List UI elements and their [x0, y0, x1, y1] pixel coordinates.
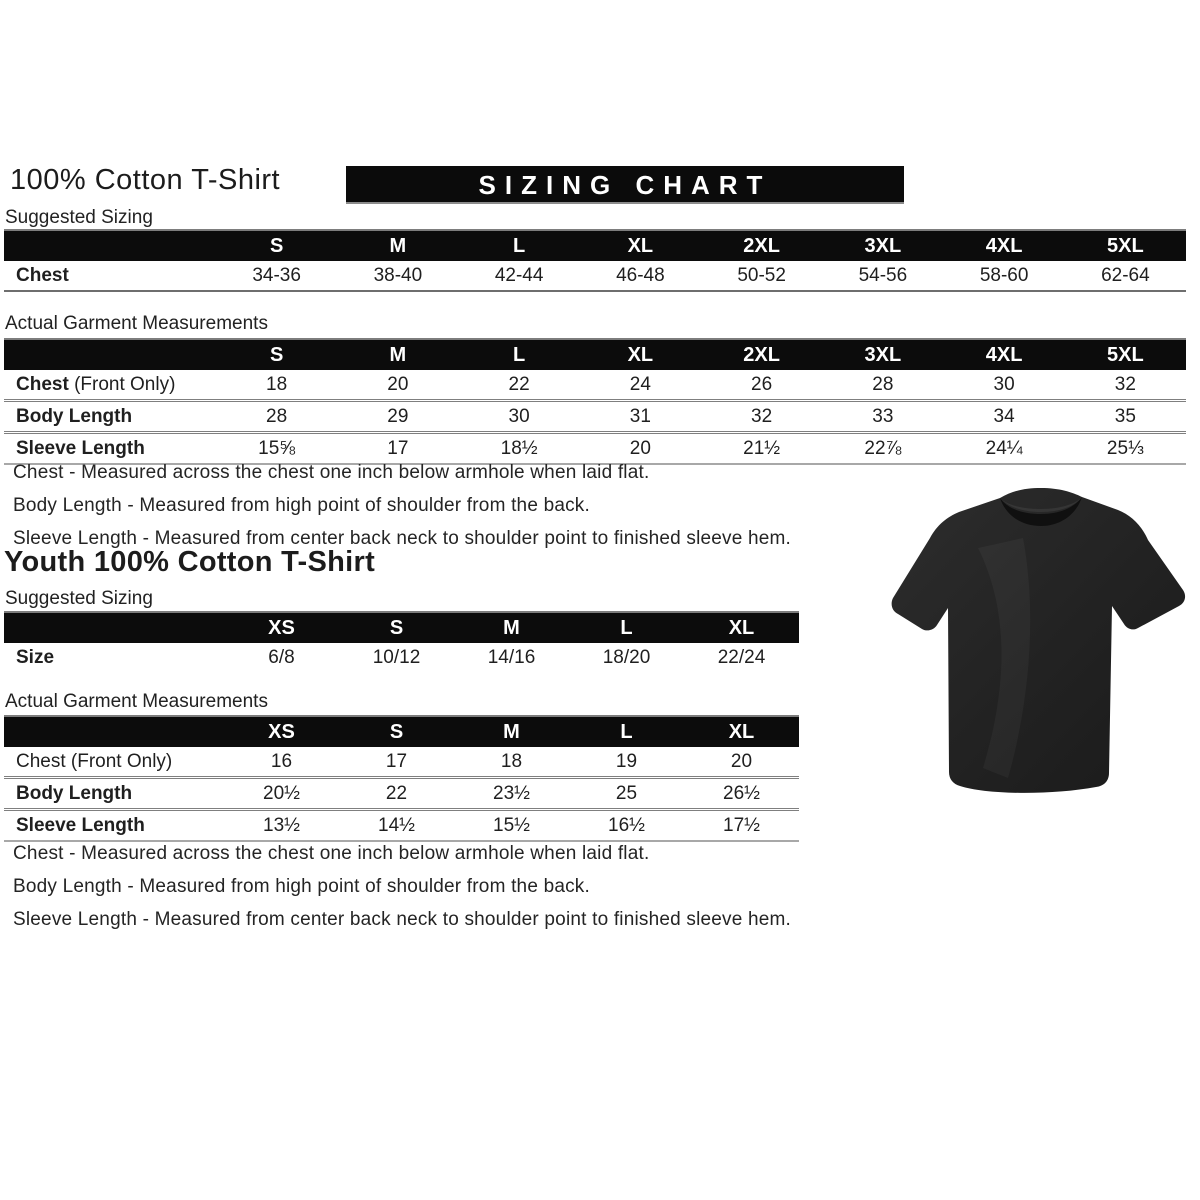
adult-note-body-length: Body Length - Measured from high point of shoulder from the back. [13, 495, 590, 516]
cell: 18 [454, 747, 569, 778]
cell: 14½ [339, 810, 454, 842]
youth-suggested-sizing-label: Suggested Sizing [5, 588, 153, 609]
cell: 31 [580, 401, 701, 433]
col-header-2xl: 2XL [701, 230, 822, 261]
adult-suggested-header-row [4, 230, 1186, 261]
col-header-xl: XL [580, 230, 701, 261]
youth-suggested-header-row [4, 612, 799, 643]
cell: 17 [339, 747, 454, 778]
col-header-4xl: 4XL [944, 230, 1065, 261]
col-header-l: L [459, 230, 580, 261]
cell: 29 [337, 401, 458, 433]
cell: 15⅝ [216, 433, 337, 465]
cell: 38-40 [337, 261, 458, 291]
cell: 23½ [454, 778, 569, 810]
cell: 58-60 [944, 261, 1065, 291]
adult-suggested-sizing-table [4, 229, 1186, 292]
tshirt-body-shape [892, 488, 1185, 793]
row-label: Size [16, 646, 55, 668]
row-label: Chest (Front Only) [16, 750, 173, 772]
cell: 24 [580, 370, 701, 401]
cell: 10/12 [372, 646, 421, 668]
col-header-3xl: 3XL [822, 339, 943, 370]
cell: 21½ [701, 433, 822, 465]
cell: 30 [944, 370, 1065, 401]
adult-chest-row [4, 370, 1186, 401]
row-label-cell [4, 778, 224, 810]
row-label: Body Length [16, 782, 133, 804]
row-label: Chest [16, 264, 69, 286]
cell: 26½ [684, 778, 799, 810]
col-header-2xl: 2XL [701, 339, 822, 370]
youth-chest-row [4, 747, 799, 778]
cell: 62-64 [1065, 261, 1186, 291]
tshirt-icon [888, 478, 1196, 802]
cell: 54-56 [822, 261, 943, 291]
cell: 20½ [224, 778, 339, 810]
youth-body-length-row [4, 778, 799, 810]
youth-suggested-sizing-table [4, 611, 799, 672]
row-label-cell [4, 401, 216, 433]
page-title: 100% Cotton T-Shirt [10, 164, 281, 196]
col-header-xs: XS [224, 612, 339, 643]
row-label: Sleeve Length [16, 437, 145, 459]
youth-title: Youth 100% Cotton T-Shirt [4, 546, 376, 578]
cell: 34-36 [216, 261, 337, 291]
col-header-l: L [459, 339, 580, 370]
empty-header-cell [4, 612, 224, 643]
adult-suggested-sizing-label: Suggested Sizing [5, 207, 153, 228]
cell: 20 [684, 747, 799, 778]
cell: 18½ [459, 433, 580, 465]
row-label-cell [4, 747, 224, 778]
cell: 18 [216, 370, 337, 401]
adult-note-sleeve-length: Sleeve Length - Measured from center back neck to shoulder point to finished sleeve hem. [13, 528, 792, 549]
col-header-5xl: 5XL [1065, 339, 1186, 370]
adult-chest-range-row [4, 261, 1186, 291]
col-header-l: L [569, 612, 684, 643]
cell: 34 [944, 401, 1065, 433]
col-header-5xl: 5XL [1065, 230, 1186, 261]
cell: 26 [701, 370, 822, 401]
empty-header-cell [4, 230, 216, 261]
cell: 22/24 [717, 646, 766, 668]
row-label-cell [4, 643, 224, 672]
col-header-m: M [454, 612, 569, 643]
adult-actual-measurements-table [4, 338, 1186, 465]
cell: 50-52 [701, 261, 822, 291]
cell: 22⅞ [822, 433, 943, 465]
youth-actual-measurements-table [4, 715, 799, 842]
youth-note-chest: Chest - Measured across the chest one inch below armhole when laid flat. [13, 843, 650, 864]
cell: 16 [224, 747, 339, 778]
row-label: Body Length [16, 405, 133, 427]
cell: 24¼ [944, 433, 1065, 465]
cell: 32 [1065, 370, 1186, 401]
cell: 18/20 [602, 646, 651, 668]
row-label: Chest [16, 373, 69, 395]
col-header-xl: XL [580, 339, 701, 370]
col-header-xl: XL [684, 612, 799, 643]
row-label-cell [4, 370, 216, 401]
cell: 25⅓ [1065, 433, 1186, 465]
col-header-xs: XS [224, 716, 339, 747]
cell: 22 [459, 370, 580, 401]
cell: 25 [569, 778, 684, 810]
col-header-xl: XL [684, 716, 799, 747]
col-header-s: S [216, 339, 337, 370]
col-header-s: S [216, 230, 337, 261]
cell: 20 [580, 433, 701, 465]
youth-note-body-length: Body Length - Measured from high point of shoulder from the back. [13, 876, 590, 897]
cell: 28 [216, 401, 337, 433]
cell: 14/16 [487, 646, 536, 668]
black-tshirt-image [888, 478, 1196, 802]
cell: 35 [1065, 401, 1186, 433]
youth-actual-header-row [4, 716, 799, 747]
row-label-cell [4, 433, 216, 465]
col-header-m: M [337, 230, 458, 261]
adult-body-length-row [4, 401, 1186, 433]
adult-actual-measurements-label: Actual Garment Measurements [5, 313, 268, 334]
col-header-m: M [454, 716, 569, 747]
empty-header-cell [4, 339, 216, 370]
cell: 6/8 [268, 646, 295, 668]
cell: 20 [337, 370, 458, 401]
cell: 32 [701, 401, 822, 433]
row-label-cell [4, 810, 224, 842]
youth-actual-measurements-label: Actual Garment Measurements [5, 691, 268, 712]
cell: 17½ [684, 810, 799, 842]
empty-header-cell [4, 716, 224, 747]
cell: 30 [459, 401, 580, 433]
col-header-l: L [569, 716, 684, 747]
cell: 15½ [454, 810, 569, 842]
cell: 13½ [224, 810, 339, 842]
cell: 42-44 [459, 261, 580, 291]
adult-note-chest: Chest - Measured across the chest one inch below armhole when laid flat. [13, 462, 650, 483]
cell: 16½ [569, 810, 684, 842]
row-label-suffix: (Front Only) [68, 373, 176, 395]
cell: 28 [822, 370, 943, 401]
col-header-s: S [339, 612, 454, 643]
youth-size-row [4, 643, 799, 672]
youth-sleeve-length-row [4, 810, 799, 842]
col-header-4xl: 4XL [944, 339, 1065, 370]
col-header-m: M [337, 339, 458, 370]
cell: 33 [822, 401, 943, 433]
col-header-s: S [339, 716, 454, 747]
youth-note-sleeve-length: Sleeve Length - Measured from center back neck to shoulder point to finished sleeve hem. [13, 909, 792, 930]
sizing-chart-banner: SIZING CHART [346, 166, 904, 204]
cell: 19 [569, 747, 684, 778]
adult-sleeve-length-row [4, 433, 1186, 465]
cell: 46-48 [580, 261, 701, 291]
row-label-cell [4, 261, 216, 291]
row-label: Sleeve Length [16, 814, 145, 836]
cell: 22 [339, 778, 454, 810]
cell: 17 [337, 433, 458, 465]
col-header-3xl: 3XL [822, 230, 943, 261]
adult-actual-header-row [4, 339, 1186, 370]
